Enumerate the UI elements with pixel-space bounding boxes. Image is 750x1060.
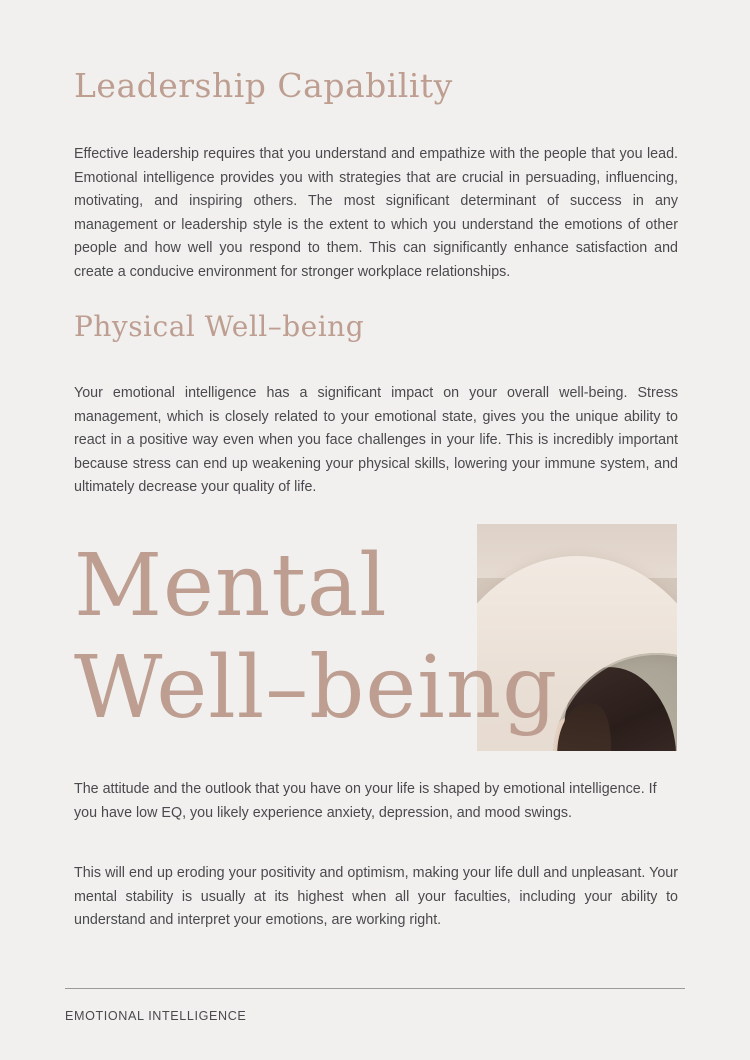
footer-divider (65, 988, 685, 989)
display-heading-line-1: Mental (74, 536, 388, 636)
paragraph-mental-wellbeing-first: The attitude and the outlook that you have on your life is shaped by emotional intelligence. If you have low EQ, you likely experience anxiety, depression, and mood swings. (74, 781, 657, 821)
photo-mirror-reflection (477, 524, 677, 751)
heading-leadership-capability: Leadership Capability (74, 66, 453, 105)
heading-physical-wellbeing: Physical Well–being (74, 310, 365, 343)
paragraph-mental-wellbeing-second: This will end up eroding your positivity and optimism, making your life dull and unpleasant. Your mental stability is usually at its highest when all your faculties, including your ability to understand and interpret your emotions, are working right. (74, 865, 678, 928)
footer-label: EMOTIONAL INTELLIGENCE (65, 1009, 247, 1023)
display-heading-line-2: Well–being (74, 638, 559, 738)
paragraph-leadership: Effective leadership requires that you understand and empathize with the people that you lead. Emotional intelligence provides you with strategies that are crucial in persuading, influencing, motivating, and inspiring others. The most significant determinant of success in any management or leadership style is the extent to which you understand the emotions of other people and how well you respond to them. This can significantly enhance satisfaction and create a conducive environment for stronger workplace relationships. (74, 146, 678, 280)
paragraph-physical-wellbeing: Your emotional intelligence has a significant impact on your overall well-being. Stress management, which is closely related to your emotional state, gives you the unique ability to react in a positive way even when you face challenges in your life. This is incredibly important because stress can end up weakening your physical skills, lowering your immune system, and ultimately decrease your quality of life. (74, 385, 678, 495)
